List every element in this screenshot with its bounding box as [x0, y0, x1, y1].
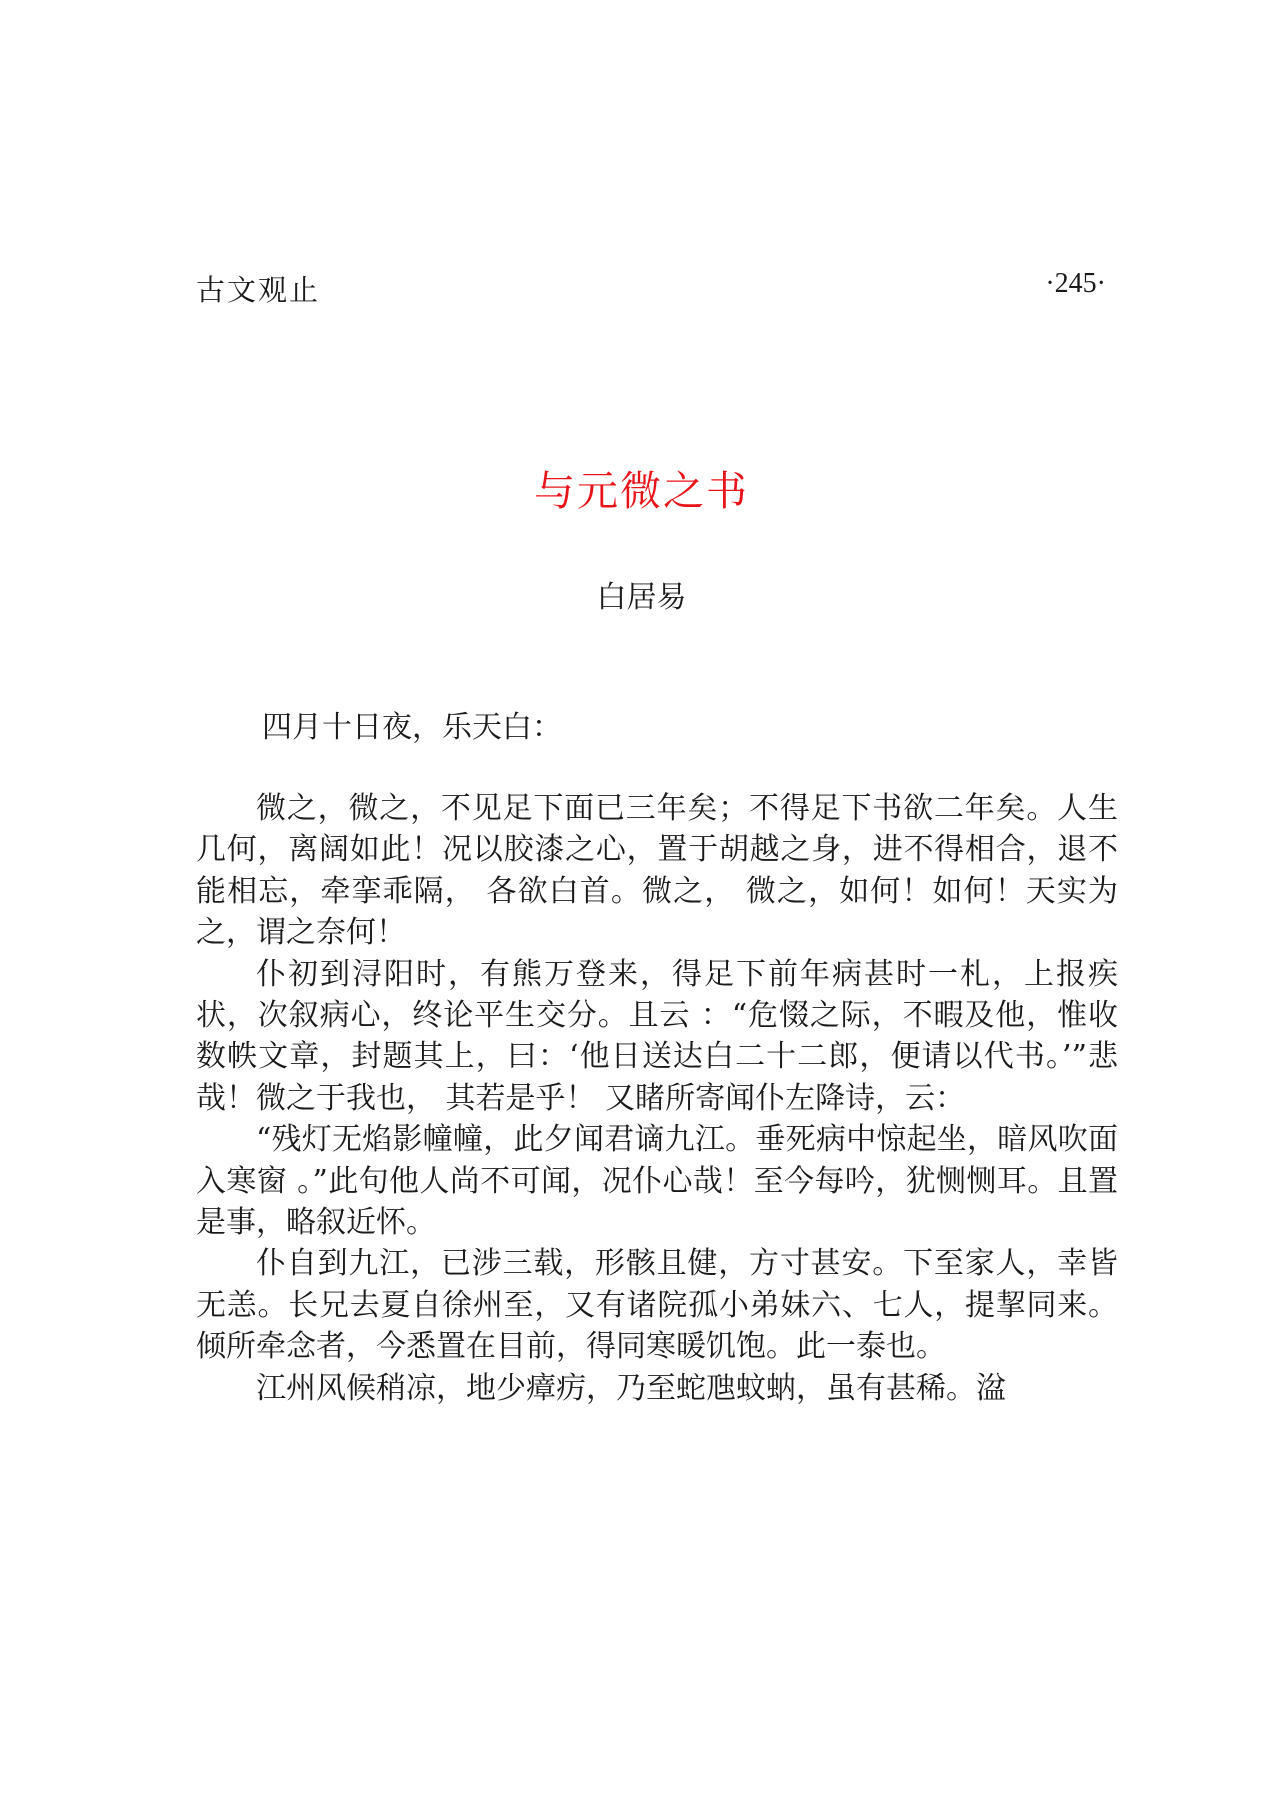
paragraph: 微之，微之，不见足下面已三年矣；不得足下书欲二年矣。人生几何，离阔如此！况以胶漆之心，置于胡越之身，进不得相合，退不能相忘，牵挛乖隔， 各欲白首。微之， 微之，如何！如何！天实为之，谓之奈何！ — [196, 791, 1118, 951]
article-title: 与元微之书 — [534, 467, 749, 515]
article-author: 白居易 — [596, 580, 687, 615]
page-number: ·245· — [1045, 268, 1106, 299]
paragraph: 仆自到九江，已涉三载，形骸且健，方寸甚安。下至家人，幸皆无恙。长兄去夏自徐州至，又有诸院孤小弟妹六、七人，提挈同来。倾所牵念者，今悉置在目前，得同寒暖饥饱。此一泰也。 — [196, 1246, 1118, 1365]
paragraph: “残灯无焰影幢幢，此夕闻君谪九江。垂死病中惊起坐，暗风吹面入寒窗 。”此句他人尚不可闻，况仆心哉！至今每吟，犹恻恻耳。且置是事，略叙近怀。 — [196, 1122, 1118, 1241]
running-header — [196, 268, 1106, 308]
book-title: 古文观止 — [196, 273, 321, 307]
paragraph: 仆初到浔阳时，有熊万登来，得足下前年病甚时一札，上报疾状，次叙病心，终论平生交分。且云 ：“危惙之际，不暇及他，惟收数帙文章，封题其上，曰：‘他日送达白二十二郎，便请以代书。’”悲哉！微之于我也， 其若是乎！ 又睹所寄闻仆左降诗，云： — [196, 956, 1118, 1116]
paragraph: 江州风候稍凉，地少瘴疠，乃至蛇虺蚊蚋，虽有甚稀。湓 — [256, 1370, 1006, 1406]
letter-salutation: 四月十日夜，乐天白： — [262, 710, 562, 745]
letter-body — [196, 788, 1118, 1409]
